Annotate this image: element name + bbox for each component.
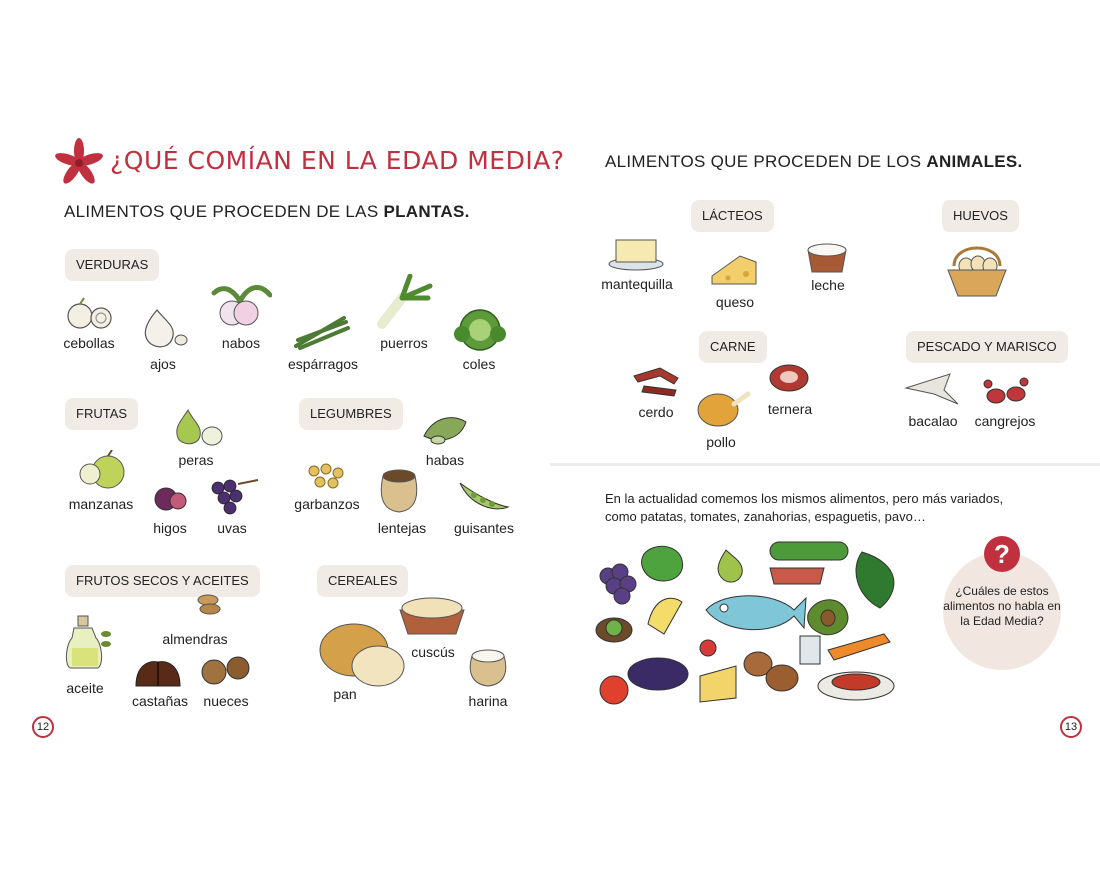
tag-legumbres: LEGUMBRES: [299, 398, 403, 430]
peas-icon: [456, 475, 510, 515]
flour-sack-icon: [466, 646, 510, 688]
modern-foods-illustration: [594, 538, 912, 710]
pork-icon: [630, 364, 682, 398]
label-pollo: pollo: [706, 434, 736, 450]
garlic-icon: [137, 306, 189, 350]
butter-icon: [608, 236, 664, 272]
tag-cereales: CEREALES: [317, 565, 408, 597]
label-harina: harina: [468, 693, 508, 709]
label-cuscus: cuscús: [411, 644, 455, 660]
label-manzanas: manzanas: [68, 496, 134, 512]
chicken-icon: [694, 388, 752, 428]
flower-icon: [54, 138, 104, 188]
cabbage-icon: [452, 306, 508, 352]
olive-oil-icon: [62, 614, 114, 672]
label-cangrejos: cangrejos: [974, 413, 1036, 429]
label-cerdo: cerdo: [638, 404, 674, 420]
note-text: [605, 490, 1003, 526]
egg-basket-icon: [944, 236, 1010, 298]
label-lentejas: lentejas: [377, 520, 427, 536]
turnip-icon: [210, 281, 272, 329]
apple-icon: [78, 450, 126, 492]
label-guisantes: guisantes: [454, 520, 514, 536]
label-peras: peras: [178, 452, 214, 468]
label-almendras: almendras: [162, 631, 228, 647]
label-garbanzos: garbanzos: [294, 496, 360, 512]
question-mark-icon: ?: [984, 536, 1020, 572]
plants-subtitle-bold: PLANTAS.: [383, 202, 470, 221]
plants-subtitle-text: ALIMENTOS QUE PROCEDEN DE LAS: [64, 202, 384, 221]
label-mantequilla: mantequilla: [601, 276, 673, 292]
chickpea-icon: [306, 461, 346, 491]
label-esparragos: espárragos: [287, 356, 359, 372]
note-line-2: como patatas, tomates, zanahorias, espaguetis, pavo…: [605, 509, 926, 524]
leek-icon: [372, 274, 434, 330]
animals-subtitle: [605, 152, 1023, 172]
animals-subtitle-bold: ANIMALES.: [926, 152, 1023, 171]
grapes-icon: [208, 476, 262, 516]
lentils-sack-icon: [377, 464, 421, 514]
tag-huevos: HUEVOS: [942, 200, 1019, 232]
label-queso: queso: [715, 294, 755, 310]
broad-bean-icon: [420, 410, 470, 448]
cod-icon: [904, 370, 960, 408]
chestnuts-icon: [134, 656, 182, 690]
walnuts-icon: [200, 654, 252, 688]
tag-verduras: VERDURAS: [65, 249, 159, 281]
label-aceite: aceite: [66, 680, 104, 696]
tag-pescado: PESCADO Y MARISCO: [906, 331, 1068, 363]
plants-subtitle: [64, 202, 470, 222]
label-coles: coles: [462, 356, 496, 372]
tag-frutos-secos: FRUTOS SECOS Y ACEITES: [65, 565, 260, 597]
question-text: ¿Cuáles de estos alimentos no habla en la Edad Media?: [943, 584, 1061, 628]
page-title: ¿QUÉ COMÍAN EN LA EDAD MEDIA?: [110, 146, 565, 175]
asparagus-icon: [292, 312, 352, 350]
label-nueces: nueces: [203, 693, 249, 709]
label-uvas: uvas: [217, 520, 247, 536]
label-puerros: puerros: [380, 335, 428, 351]
label-habas: habas: [425, 452, 465, 468]
tag-frutas: FRUTAS: [65, 398, 138, 430]
animals-subtitle-text: ALIMENTOS QUE PROCEDEN DE LOS: [605, 152, 927, 171]
page-number-right: 13: [1060, 716, 1082, 738]
crab-icon: [982, 376, 1030, 410]
tag-carne: CARNE: [699, 331, 767, 363]
label-bacalao: bacalao: [908, 413, 958, 429]
milk-bowl-icon: [806, 240, 848, 274]
onion-icon: [66, 296, 114, 330]
label-leche: leche: [811, 277, 845, 293]
label-higos: higos: [153, 520, 187, 536]
label-cebollas: cebollas: [63, 335, 115, 351]
bread-icon: [316, 620, 408, 690]
section-divider: [550, 463, 1100, 466]
almonds-icon: [196, 592, 222, 616]
pear-icon: [172, 406, 224, 446]
cheese-icon: [710, 252, 758, 288]
label-pan: pan: [333, 686, 357, 702]
couscous-bowl-icon: [398, 592, 466, 638]
label-castanas: castañas: [131, 693, 189, 709]
beef-icon: [768, 362, 810, 394]
note-line-1: En la actualidad comemos los mismos alimentos, pero más variados,: [605, 491, 1004, 506]
tag-lacteos: LÁCTEOS: [691, 200, 774, 232]
label-nabos: nabos: [221, 335, 261, 351]
fig-icon: [152, 483, 188, 515]
label-ajos: ajos: [150, 356, 176, 372]
page-number-left: 12: [32, 716, 54, 738]
label-ternera: ternera: [767, 401, 813, 417]
